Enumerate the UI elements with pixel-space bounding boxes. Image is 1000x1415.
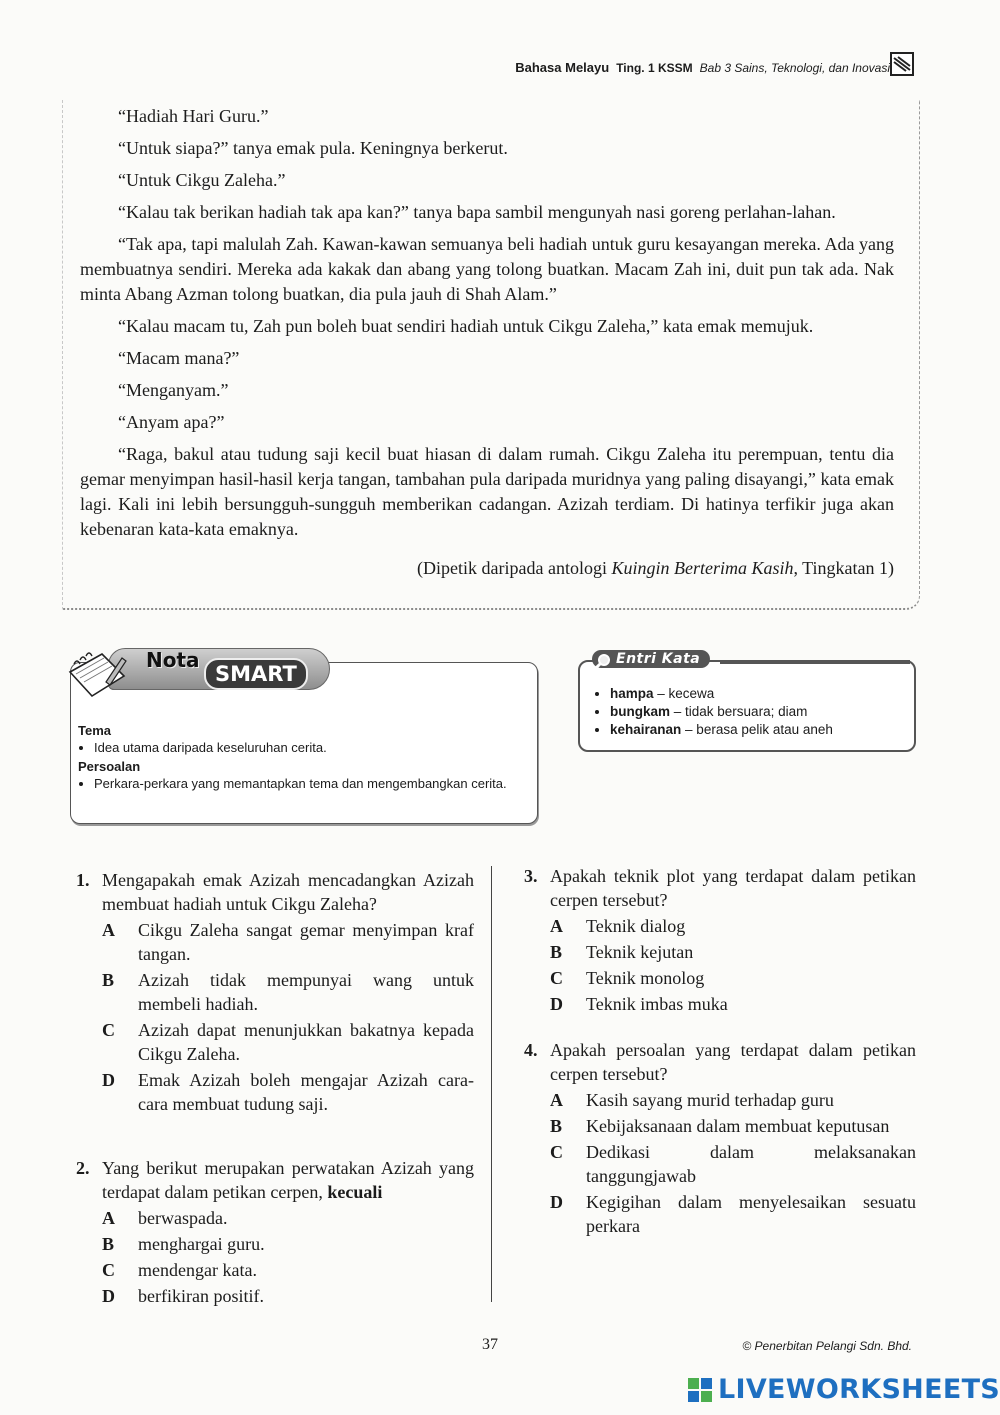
liveworksheets-logo-icon	[688, 1378, 714, 1402]
question-3	[524, 864, 916, 1016]
option-text: Kebijaksanaan dalam membuat keputusan	[586, 1116, 890, 1136]
option-text: Cikgu Zaleha sangat gemar menyimpan kraf tangan.	[138, 920, 474, 964]
story-passage	[80, 104, 894, 588]
story-paragraph: “Menganyam.”	[118, 380, 229, 400]
notebook-pencil-icon	[66, 642, 128, 700]
persoalan-list	[78, 775, 530, 792]
answer-option-d[interactable]	[550, 1190, 916, 1238]
entri-item	[610, 721, 904, 739]
option-letter: D	[550, 1192, 563, 1212]
nota-title: Nota	[146, 648, 200, 672]
answer-option-b[interactable]	[550, 940, 916, 964]
entri-meaning: – berasa pelik atau aneh	[681, 722, 833, 737]
question-number: 4.	[524, 1040, 538, 1060]
question-number: 3.	[524, 866, 538, 886]
option-text: mendengar kata.	[138, 1260, 257, 1280]
option-text: berwaspada.	[138, 1208, 228, 1228]
option-text: Teknik imbas muka	[586, 994, 728, 1014]
story-paragraph: “Kalau tak berikan hadiah tak apa kan?” tanya bapa sambil mengunyah nasi goreng perlahan-lahan.	[118, 202, 836, 222]
answer-option-c[interactable]	[102, 1258, 474, 1282]
story-source	[80, 556, 894, 581]
page-number: 37	[482, 1336, 498, 1353]
entri-item	[610, 703, 904, 721]
entri-kata-title: Entri Kata	[592, 650, 710, 668]
question-stem: Apakah teknik plot yang terdapat dalam petikan cerpen tersebut?	[550, 866, 916, 910]
entri-meaning: – kecewa	[653, 686, 715, 701]
answer-option-c[interactable]	[550, 966, 916, 990]
entri-meaning: – tidak bersuara; diam	[670, 704, 808, 719]
answer-option-d[interactable]	[550, 992, 916, 1016]
story-paragraph: “Kalau macam tu, Zah pun boleh buat sendiri hadiah untuk Cikgu Zaleha,” kata emak memujuk.	[118, 316, 814, 336]
question-stem	[102, 1156, 474, 1204]
entri-word: kehairanan	[610, 722, 682, 737]
answer-option-a[interactable]	[550, 1088, 916, 1112]
question-stem-text: Yang berikut merupakan perwatakan Azizah yang terdapat dalam petikan cerpen,	[102, 1158, 474, 1202]
answer-option-d[interactable]	[102, 1068, 474, 1116]
option-text: Azizah dapat menunjukkan bakatnya kepada Cikgu Zaleha.	[138, 1020, 474, 1064]
option-text: Teknik dialog	[586, 916, 686, 936]
option-letter: C	[550, 968, 563, 988]
answer-option-c[interactable]	[550, 1140, 916, 1188]
persoalan-item: • Perkara-perkara yang memantapkan tema dan mengembangkan cerita.	[94, 775, 530, 792]
page-header	[515, 60, 890, 75]
option-text: menghargai guru.	[138, 1234, 265, 1254]
option-text: Teknik monolog	[586, 968, 705, 988]
publisher-icon	[890, 52, 914, 76]
question-1	[76, 868, 474, 1116]
story-paragraph: “Untuk Cikgu Zaleha.”	[118, 170, 286, 190]
option-letter: C	[102, 1260, 115, 1280]
option-text: Kasih sayang murid terhadap guru	[586, 1090, 834, 1110]
option-text: berfikiran positif.	[138, 1286, 264, 1306]
option-letter: D	[550, 994, 563, 1014]
entri-kata-rule	[720, 660, 910, 664]
copyright-notice: © Penerbitan Pelangi Sdn. Bhd.	[742, 1339, 912, 1353]
liveworksheets-watermark	[688, 1374, 1000, 1405]
story-paragraph: “Macam mana?”	[118, 348, 240, 368]
question-2	[76, 1156, 474, 1308]
option-letter: A	[550, 1090, 563, 1110]
option-letter: A	[102, 1208, 115, 1228]
option-letter: D	[102, 1286, 115, 1306]
tema-list	[78, 739, 530, 756]
answer-option-b[interactable]	[550, 1114, 916, 1138]
question-number: 1.	[76, 870, 90, 890]
option-letter: C	[102, 1020, 115, 1040]
story-paragraph: “Anyam apa?”	[118, 412, 225, 432]
question-4	[524, 1038, 916, 1238]
option-text: Azizah tidak mempunyai wang untuk membeli hadiah.	[138, 970, 474, 1014]
option-letter: D	[102, 1070, 115, 1090]
answer-option-a[interactable]	[102, 1206, 474, 1230]
answer-option-a[interactable]	[550, 914, 916, 938]
entri-kata-list	[594, 685, 904, 739]
question-number: 2.	[76, 1158, 90, 1178]
column-divider	[491, 866, 492, 1302]
persoalan-heading: Persoalan	[78, 759, 141, 774]
tema-heading: Tema	[78, 723, 111, 738]
option-letter: A	[102, 920, 115, 940]
option-text: Teknik kejutan	[586, 942, 694, 962]
header-chapter: Bab 3 Sains, Teknologi, dan Inovasi	[699, 61, 890, 75]
answer-option-d[interactable]	[102, 1284, 474, 1308]
source-prefix: (Dipetik daripada antologi	[417, 558, 612, 578]
entri-word: bungkam	[610, 704, 671, 719]
header-subject: Bahasa Melayu	[515, 60, 610, 75]
question-stem-emphasis: kecuali	[327, 1182, 383, 1202]
option-text: Dedikasi dalam melaksanakan tanggungjawab	[586, 1142, 916, 1186]
story-paragraph: “Hadiah Hari Guru.”	[118, 106, 269, 126]
option-text: Kegigihan dalam menyelesaikan sesuatu perkara	[586, 1192, 916, 1236]
source-suffix: , Tingkatan 1)	[793, 558, 894, 578]
header-level: Ting. 1 KSSM	[616, 61, 693, 75]
answer-option-a[interactable]	[102, 918, 474, 966]
option-letter: B	[550, 1116, 563, 1136]
option-letter: B	[550, 942, 563, 962]
option-letter: B	[102, 1234, 115, 1254]
story-paragraph: “Untuk siapa?” tanya emak pula. Keningnya berkerut.	[118, 138, 508, 158]
nota-content	[78, 720, 530, 792]
story-paragraph: “Raga, bakul atau tudung saji kecil buat hiasan di dalam rumah. Cikgu Zaleha itu perempuan, tentu dia gemar menyimpan hasil-hasil kerja tangan, tambahan pula daripada muridnya yang paling disayangi,” kata emak lagi. Kali ini lebih bersungguh-sungguh memberikan cadangan. Azizah terdiam. Di hatinya terfikir juga akan kebenaran kata-kata emaknya.	[80, 444, 894, 539]
option-letter: A	[550, 916, 563, 936]
entri-item	[610, 685, 904, 703]
option-letter: B	[102, 970, 115, 990]
answer-option-b[interactable]	[102, 968, 474, 1016]
tema-item: • Idea utama daripada keseluruhan cerita.	[94, 739, 530, 756]
smart-title: SMART	[204, 658, 308, 690]
entri-word: hampa	[610, 686, 654, 701]
option-text: Emak Azizah boleh mengajar Azizah cara-cara membuat tudung saji.	[138, 1070, 474, 1114]
answer-option-c[interactable]	[102, 1018, 474, 1066]
source-title: Kuingin Berterima Kasih	[611, 558, 794, 578]
option-letter: C	[550, 1142, 563, 1162]
watermark-text: LIVEWORKSHEETS	[718, 1374, 1000, 1405]
answer-option-b[interactable]	[102, 1232, 474, 1256]
question-stem: Mengapakah emak Azizah mencadangkan Azizah membuat hadiah untuk Cikgu Zaleha?	[102, 870, 474, 914]
magnifier-icon	[594, 653, 612, 671]
question-stem: Apakah persoalan yang terdapat dalam petikan cerpen tersebut?	[550, 1040, 916, 1084]
story-paragraph: “Tak apa, tapi malulah Zah. Kawan-kawan semuanya beli hadiah untuk guru kesayangan mereka. Ada yang membuatnya sendiri. Mereka ada kakak dan abang yang tolong buatkan. Macam Zah ini, duit pun tak ada. Nak minta Abang Azman tolong buatkan, dia pula jauh di Shah Alam.”	[80, 234, 894, 304]
